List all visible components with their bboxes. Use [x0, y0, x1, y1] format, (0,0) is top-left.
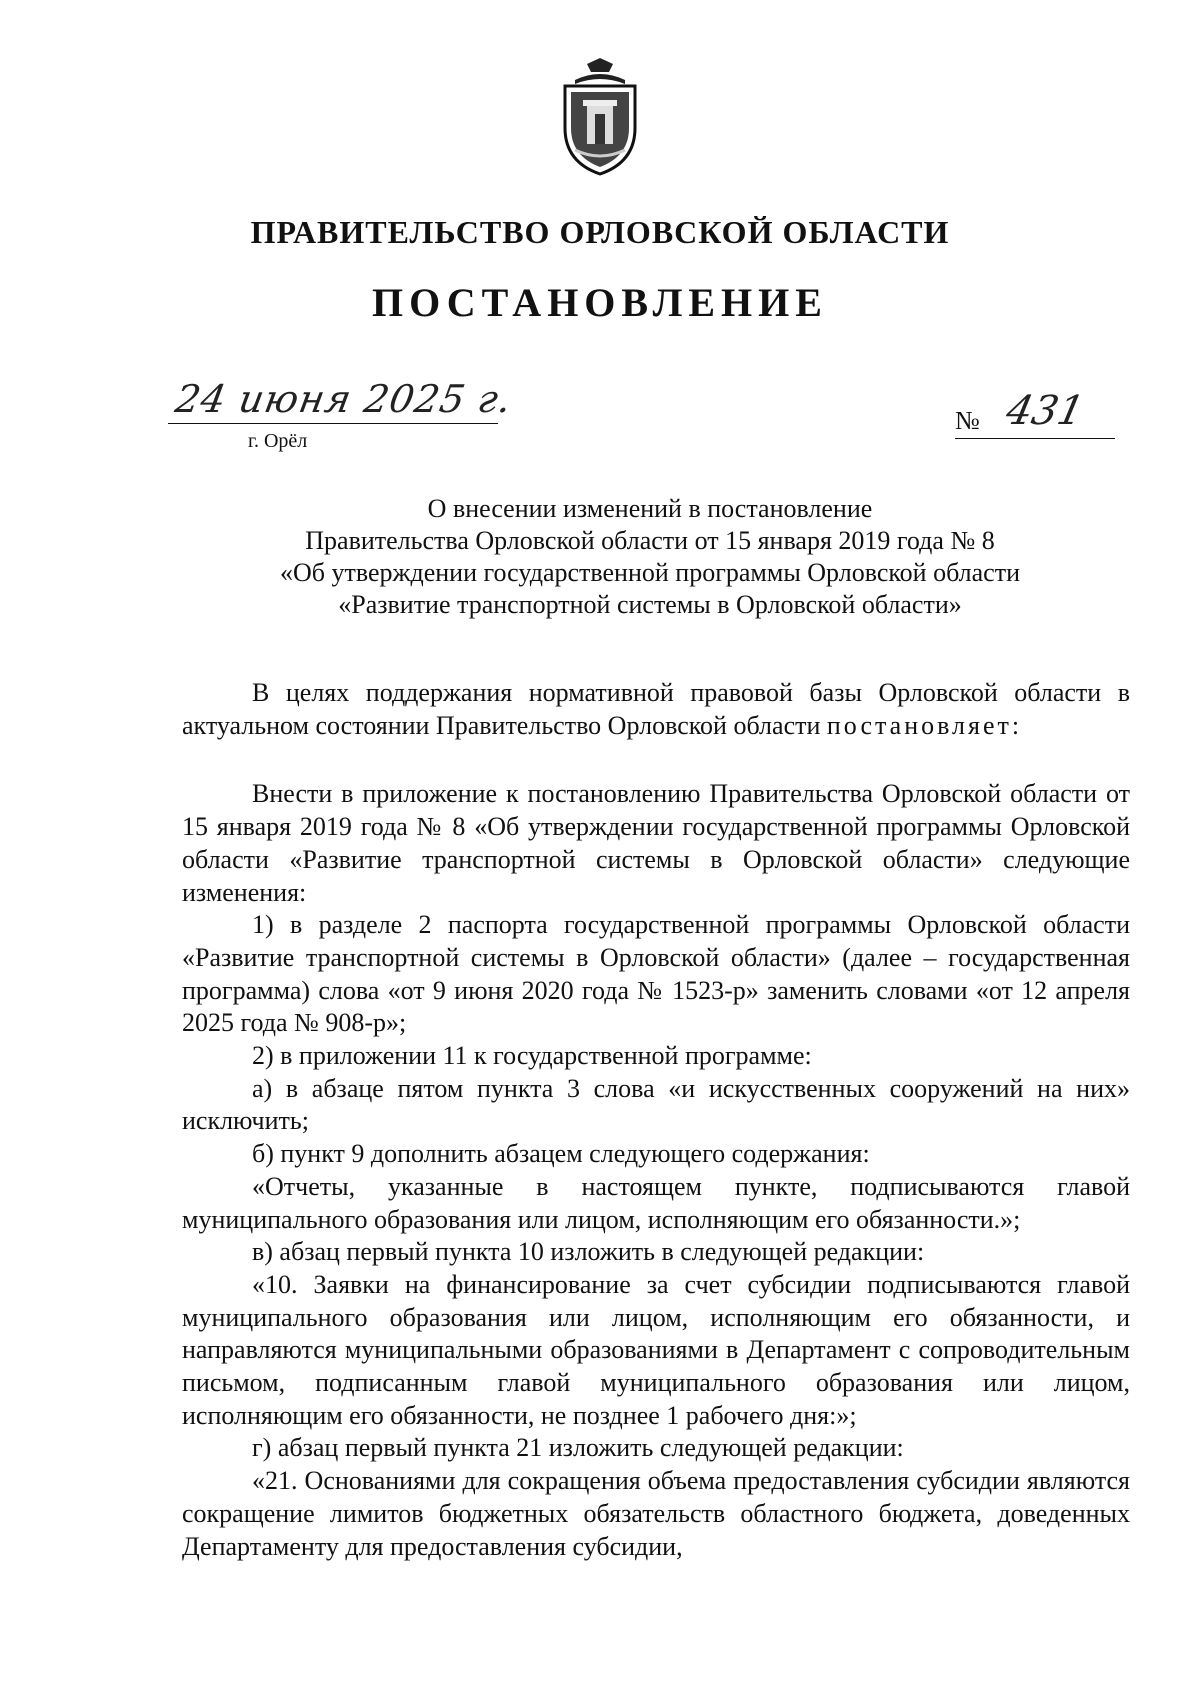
- preamble-text: В целях поддержания нормативной правовой базы Орловской области в актуальном состоянии Правительство Орловской области: [182, 678, 1130, 740]
- preamble-paragraph: [182, 677, 1130, 742]
- resolves-word: постановляет:: [826, 710, 1023, 740]
- paragraph: б) пункт 9 дополнить абзацем следующего содержания:: [252, 1139, 870, 1169]
- paragraph: «Отчеты, указанные в настоящем пункте, подписываются главой муниципального образования или лицом, исполняющим его обязанности.»;: [182, 1171, 1130, 1234]
- subject-line: «Развитие транспортной системы в Орловской области»: [338, 590, 962, 619]
- paragraph: 1) в разделе 2 паспорта государственной программы Орловской области «Развитие транспортной системы в Орловской области» (далее – государственная программа) слова «от 9 июня 2020 года № 1523-р» заменить словами «от 12 апреля 2025 года № 908-р»;: [182, 910, 1130, 1038]
- subject-line: О внесении изменений в постановление: [427, 494, 873, 523]
- paragraph: «21. Основаниями для сокращения объема предоставления субсидии являются сокращение лимитов бюджетных обязательств областного бюджета, доведенных Департаменту для предоставления субсидии,: [182, 1466, 1130, 1561]
- number-handwritten: 431: [1002, 388, 1089, 434]
- document-subject: [120, 493, 1180, 621]
- paragraph: 2) в приложении 11 к государственной программе:: [252, 1041, 812, 1071]
- subject-line: «Об утверждении государственной программы Орловской области: [279, 558, 1020, 587]
- paragraph: Внести в приложение к постановлению Правительства Орловской области от 15 января 2019 года № 8 «Об утверждении государственной программы Орловской области «Развитие транспортной системы в Орловской области» следующие изменения:: [182, 779, 1130, 907]
- number-field: [955, 388, 1115, 439]
- paragraph: г) абзац первый пункта 21 изложить следующей редакции:: [252, 1433, 904, 1463]
- subject-line: Правительства Орловской области от 15 января 2019 года № 8: [305, 526, 995, 555]
- document-type: ПОСТАНОВЛЕНИЕ: [372, 280, 828, 325]
- document-body: [182, 677, 1130, 1563]
- number-sign: №: [955, 406, 980, 435]
- paragraph: а) в абзаце пятом пункта 3 слова «и искусственных сооружений на них» исключить;: [182, 1073, 1130, 1136]
- date-field: [168, 377, 516, 424]
- date-handwritten: 24 июня 2025 г.: [172, 377, 516, 421]
- paragraph: «10. Заявки на финансирование за счет субсидии подписываются главой муниципального образования или лицом, исполняющим его обязанности, и направляются муниципальными образованиями в Департамент с сопроводительным письмом, подписанным главой муниципального образования или лицом, исполняющим его обязанности, не позднее 1 рабочего дня:»;: [182, 1269, 1130, 1430]
- paragraph: в) абзац первый пункта 10 изложить в следующей редакции:: [252, 1237, 925, 1267]
- government-name: ПРАВИТЕЛЬСТВО ОРЛОВСКОЙ ОБЛАСТИ: [250, 214, 950, 250]
- city-label: г. Орёл: [248, 430, 308, 452]
- coat-of-arms-icon: [557, 58, 643, 176]
